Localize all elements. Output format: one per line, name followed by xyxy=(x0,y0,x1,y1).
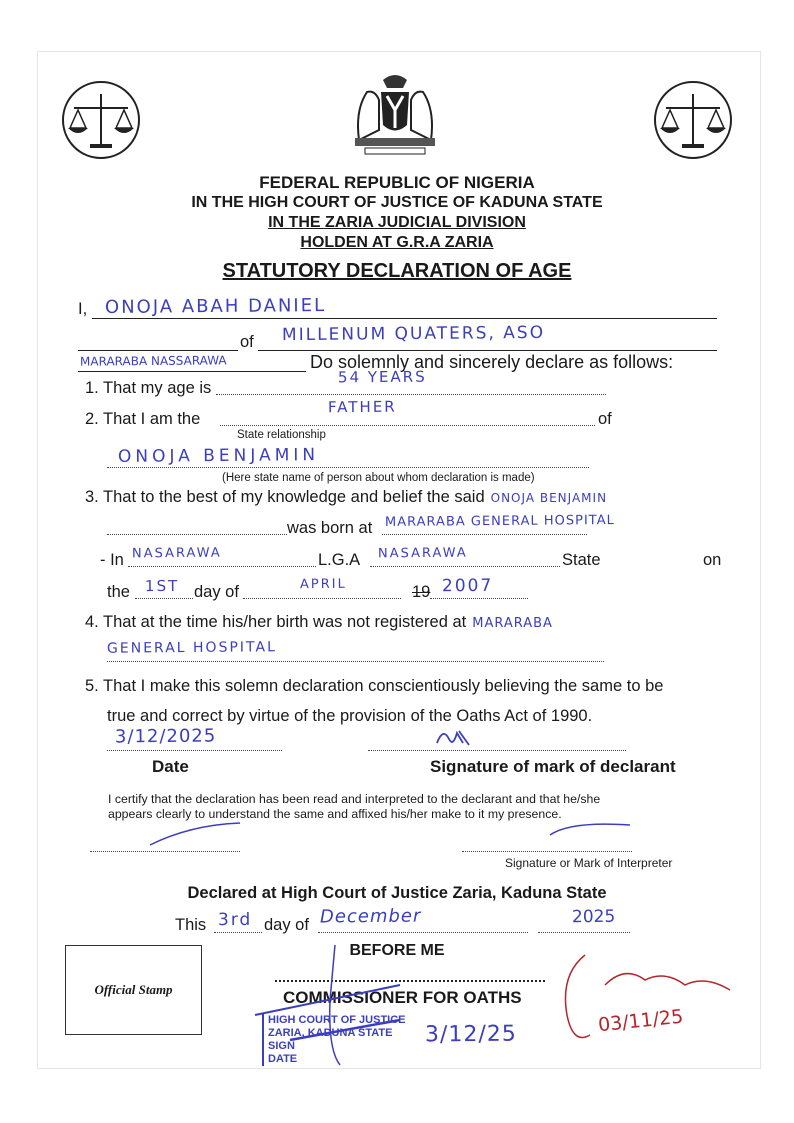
signature-dots xyxy=(368,750,626,751)
lga-value[interactable]: NASARAWA xyxy=(131,545,222,562)
header-line-4: HOLDEN AT G.R.A ZARIA xyxy=(300,234,494,251)
address-line-1[interactable]: MILLENUM QUATERS, ASO xyxy=(281,322,546,346)
footer-month-dots xyxy=(318,932,528,933)
interpreter-dots xyxy=(462,851,632,852)
item-5-line-2: true and correct by virtue of the provision of the Oaths Act of 1990. xyxy=(107,707,593,725)
header-line-1: FEDERAL REPUBLIC OF NIGERIA xyxy=(259,173,535,192)
person-dots xyxy=(107,467,589,468)
footer-day-of-label: day of xyxy=(264,916,309,934)
commissioner-label: COMMISSIONER FOR OATHS xyxy=(283,988,522,1007)
address-line-blank xyxy=(78,350,238,351)
relationship-caption: State relationship xyxy=(237,429,326,441)
born-at-label: was born at xyxy=(287,519,373,537)
state-label: State xyxy=(562,551,601,569)
interpreter-scribbles xyxy=(130,815,690,855)
scales-of-justice-icon-left xyxy=(60,80,142,160)
month-dots xyxy=(243,598,401,599)
year-value[interactable]: 2007 xyxy=(441,575,494,597)
relationship-dots xyxy=(220,425,595,426)
date-dots xyxy=(107,750,282,751)
said-name[interactable]: ONOJA BENJAMIN xyxy=(490,491,608,505)
address-line xyxy=(258,350,717,351)
item-4-label: 4. That at the time his/her birth was not registered at xyxy=(85,613,467,631)
item-5-line-1: 5. That I make this solemn declaration conscientiously believing the same to be xyxy=(85,677,664,695)
born-dots xyxy=(107,534,287,535)
document-title: STATUTORY DECLARATION OF AGE xyxy=(222,260,572,282)
address-line-2-rule xyxy=(78,371,306,372)
day-of-label: day of xyxy=(194,583,239,601)
footer-day-dots xyxy=(214,932,262,933)
stamp-date: DATE xyxy=(268,1053,298,1065)
stamp-text-2: ZARIA, KADUNA STATE xyxy=(268,1027,393,1039)
address-line-2[interactable]: MARARABA NASSARAWA xyxy=(79,353,227,369)
certify-line-2: appears clearly to understand the same and affixed his/her make to it my presence. xyxy=(108,807,562,821)
footer-year-dots xyxy=(538,932,630,933)
month-value[interactable]: APRIL xyxy=(299,576,347,593)
header-line-3: IN THE ZARIA JUDICIAL DIVISION xyxy=(268,214,526,231)
witness-dots xyxy=(90,851,240,852)
state-dots xyxy=(370,566,560,567)
registered-dots xyxy=(107,661,604,662)
of-label: of xyxy=(240,333,254,351)
item-3-row xyxy=(85,488,607,507)
name-line xyxy=(92,318,717,319)
century-struck: 19 xyxy=(412,583,431,601)
commissioner-signature xyxy=(250,940,410,1070)
item-4-row xyxy=(85,613,553,632)
age-dots xyxy=(216,394,606,395)
state-value[interactable]: NASARAWA xyxy=(377,545,468,562)
person-name[interactable]: ONOJA BENJAMIN xyxy=(117,445,320,467)
this-label: This xyxy=(175,916,207,934)
footer-month[interactable]: December xyxy=(319,905,422,928)
stamp-sign: SIGN xyxy=(268,1040,295,1052)
on-label: on xyxy=(703,551,722,569)
declared-at: Declared at High Court of Justice Zaria, Kaduna State xyxy=(187,884,607,902)
person-caption: (Here state name of person about whom declaration is made) xyxy=(222,472,535,484)
item-3-label: 3. That to the best of my knowledge and belief the said xyxy=(85,488,485,506)
year-dots xyxy=(430,598,528,599)
official-stamp-box xyxy=(65,945,202,1035)
declarant-prefix: I, xyxy=(78,300,88,318)
declaration-intro: Do solemnly and sincerely declare as follows: xyxy=(310,352,674,372)
registered-at-2[interactable]: GENERAL HOSPITAL xyxy=(106,639,277,657)
before-me: BEFORE ME xyxy=(349,942,445,959)
declarant-name[interactable]: ONOJA ABAH DANIEL xyxy=(104,295,327,318)
declarant-signature-mark[interactable] xyxy=(433,725,473,749)
birthplace-dots xyxy=(382,534,587,535)
item-1-label: 1. That my age is xyxy=(85,379,212,397)
lga-dots xyxy=(128,566,316,567)
footer-year[interactable]: 2025 xyxy=(571,906,616,928)
the-label: the xyxy=(107,583,130,601)
relationship-value[interactable]: FATHER xyxy=(327,397,397,417)
date-value[interactable]: 3/12/2025 xyxy=(114,725,217,748)
in-label: - In xyxy=(100,551,124,569)
scales-of-justice-icon-right xyxy=(652,80,734,160)
day-dots xyxy=(135,598,193,599)
item-2-of: of xyxy=(598,410,612,428)
certify-line-1: I certify that the declaration has been read and interpreted to the declarant and that he/she xyxy=(108,792,601,806)
header-line-2: IN THE HIGH COURT OF JUSTICE OF KADUNA STATE xyxy=(191,194,603,211)
lga-label: L.G.A xyxy=(318,551,361,569)
stamp-text-1: HIGH COURT OF JUSTICE xyxy=(268,1014,406,1026)
red-annotation-date: 03/11/25 xyxy=(597,1005,685,1037)
stamp-date-value: 3/12/25 xyxy=(424,1021,517,1048)
item-2-label: 2. That I am the xyxy=(85,410,201,428)
signature-label: Signature of mark of declarant xyxy=(430,757,676,776)
interpreter-label: Signature or Mark of Interpreter xyxy=(505,856,673,870)
footer-day[interactable]: 3rd xyxy=(217,909,253,931)
official-stamp-label: Official Stamp xyxy=(94,982,173,997)
birth-place[interactable]: MARARABA GENERAL HOSPITAL xyxy=(384,512,615,531)
date-label: Date xyxy=(152,757,189,776)
red-signature xyxy=(555,945,755,1055)
coat-of-arms-icon xyxy=(345,70,445,160)
registered-at-1[interactable]: MARARABA xyxy=(472,616,553,631)
age-value[interactable]: 54 YEARS xyxy=(337,367,427,387)
day-value[interactable]: 1ST xyxy=(144,576,180,596)
